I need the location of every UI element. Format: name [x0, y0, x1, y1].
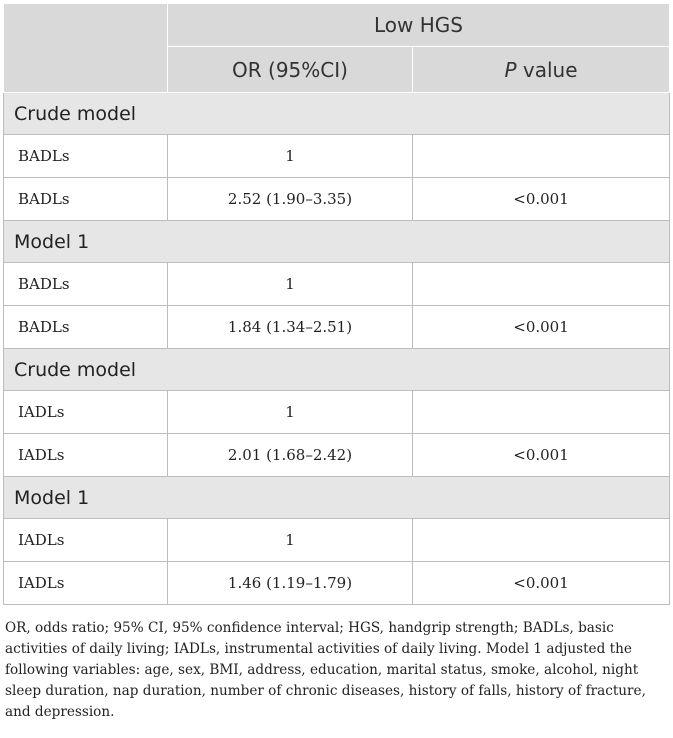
table-row	[4, 434, 670, 477]
row-label: BADLs	[4, 178, 168, 221]
table-row	[4, 391, 670, 434]
row-or: 1	[168, 263, 413, 306]
table-row	[4, 562, 670, 605]
row-label: BADLs	[4, 135, 168, 178]
row-label: BADLs	[4, 306, 168, 349]
section-title: Model 1	[4, 477, 670, 519]
row-or: 1	[168, 391, 413, 434]
header-p-italic: P	[504, 57, 517, 82]
row-p	[413, 519, 670, 562]
section-row	[4, 93, 670, 135]
header-row-group	[4, 4, 670, 47]
row-label: BADLs	[4, 263, 168, 306]
results-table-container	[3, 3, 669, 605]
section-row	[4, 477, 670, 519]
table-row	[4, 178, 670, 221]
row-or: 1	[168, 135, 413, 178]
section-title: Crude model	[4, 349, 670, 391]
section-title: Crude model	[4, 93, 670, 135]
header-or-ci: OR (95%CI)	[168, 47, 413, 93]
header-p-rest: value	[516, 57, 578, 82]
header-low-hgs: Low HGS	[168, 4, 670, 47]
row-p: <0.001	[413, 434, 670, 477]
row-label: IADLs	[4, 434, 168, 477]
row-or: 2.01 (1.68–2.42)	[168, 434, 413, 477]
row-or: 1	[168, 519, 413, 562]
row-or: 1.46 (1.19–1.79)	[168, 562, 413, 605]
section-title: Model 1	[4, 221, 670, 263]
row-or: 2.52 (1.90–3.35)	[168, 178, 413, 221]
row-p	[413, 391, 670, 434]
header-blank-cell	[4, 4, 168, 93]
row-label: IADLs	[4, 562, 168, 605]
row-p: <0.001	[413, 178, 670, 221]
table-row	[4, 263, 670, 306]
results-table	[3, 3, 670, 605]
row-or: 1.84 (1.34–2.51)	[168, 306, 413, 349]
table-row	[4, 519, 670, 562]
row-p: <0.001	[413, 562, 670, 605]
header-p-value	[413, 47, 670, 93]
row-p	[413, 135, 670, 178]
row-p	[413, 263, 670, 306]
row-label: IADLs	[4, 391, 168, 434]
table-footnote: OR, odds ratio; 95% CI, 95% confidence interval; HGS, handgrip strength; BADLs, basic activities of daily living; IADLs, instrumental activities of daily living. Model 1 adjusted the following variables: age, sex, BMI, address, education, marital status, smoke, alcohol, night sleep duration, nap duration, number of chronic diseases, history of falls, history of fracture, and depression.	[5, 620, 646, 720]
row-label: IADLs	[4, 519, 168, 562]
section-row	[4, 221, 670, 263]
table-row	[4, 135, 670, 178]
table-row	[4, 306, 670, 349]
row-p: <0.001	[413, 306, 670, 349]
section-row	[4, 349, 670, 391]
